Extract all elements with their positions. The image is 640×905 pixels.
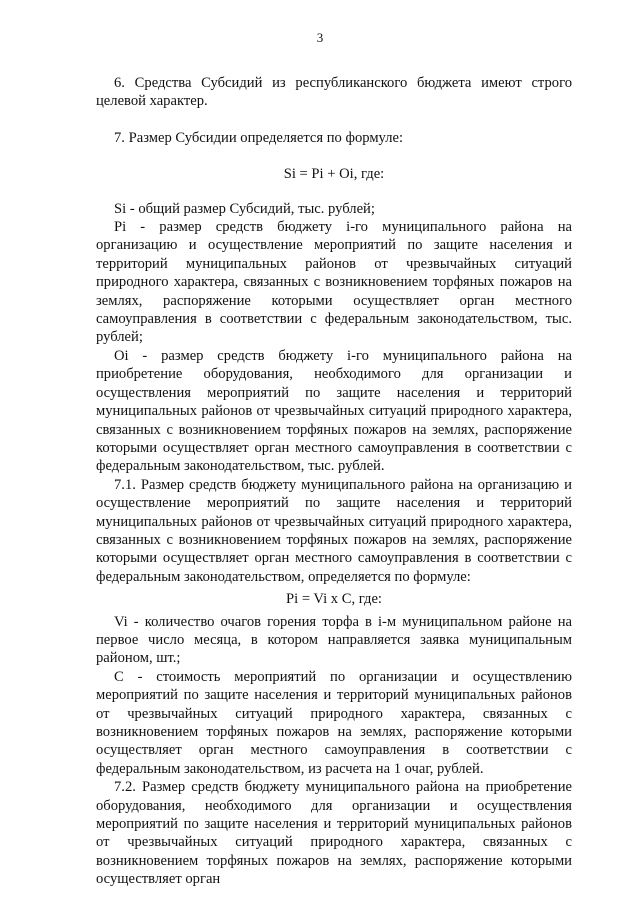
paragraph-6: 6. Средства Субсидий из республиканского бюджета имеют строго целевой характер. bbox=[96, 75, 572, 110]
definition-c: C - стоимость мероприятий по организации и осуществлению мероприятий по защите населения и территорий муниципальных районов от чрезвычайных ситуаций природного характера, связанных с возникновением торфяных пожаров на землях, распоряжение которыми осуществляет орган местного самоуправления в соответствии с федеральным законодательством, из расчета на 1 очаг, рублей. bbox=[96, 668, 572, 777]
paragraph-7: 7. Размер Субсидии определяется по формуле: bbox=[114, 129, 404, 146]
definition-oi: Oi - размер средств бюджету i-го муниципального района на приобретение оборудования, необходимого для организации и осуществления мероприятий по защите населения и территорий муниципальных районов от чрезвычайных ситуаций природного характера, связанных с возникновением торфяных пожаров на землях, распоряжение которыми осуществляет орган местного самоуправления в соответствии с федеральным законодательством, тыс. рублей. bbox=[96, 347, 572, 475]
document-body bbox=[96, 74, 572, 889]
paragraph-7-1: 7.1. Размер средств бюджету муниципального района на организацию и осуществление мероприятий по защите населения и территорий муниципальных районов от чрезвычайных ситуаций природного характера, связанных с возникновением торфяных пожаров на землях, распоряжение которыми осуществляет орган местного самоуправления в соответствии с федеральным законодательством, определяется по формуле: bbox=[96, 476, 572, 585]
definition-si: Si - общий размер Субсидий, тыс. рублей; bbox=[114, 200, 375, 217]
definition-vi: Vi - количество очагов горения торфа в i-м муниципальном районе на первое число месяца, в котором направляется заявка муниципальным районом, шт.; bbox=[96, 613, 572, 667]
page-number: 3 bbox=[316, 30, 324, 45]
formula-pi: Pi = Vi x C, где: bbox=[286, 591, 382, 608]
definition-pi: Pi - размер средств бюджету i-го муниципального района на организацию и осуществление мероприятий по защите населения и территорий муниципальных районов от чрезвычайных ситуаций природного характера, связанных с возникновением торфяных пожаров на землях, распоряжение которыми осуществляет орган местного самоуправления в соответствии с федеральным законодательством, тыс. рублей; bbox=[96, 219, 572, 346]
paragraph-7-2: 7.2. Размер средств бюджету муниципального района на приобретение оборудования, необходимого для организации и осуществления мероприятий по защите населения и территорий муниципальных районов от чрезвычайных ситуаций природного характера, связанных с возникновением торфяных пожаров на землях, распоряжение которыми осуществляет орган bbox=[96, 779, 572, 888]
formula-si: Si = Pi + Oi, где: bbox=[283, 166, 385, 183]
